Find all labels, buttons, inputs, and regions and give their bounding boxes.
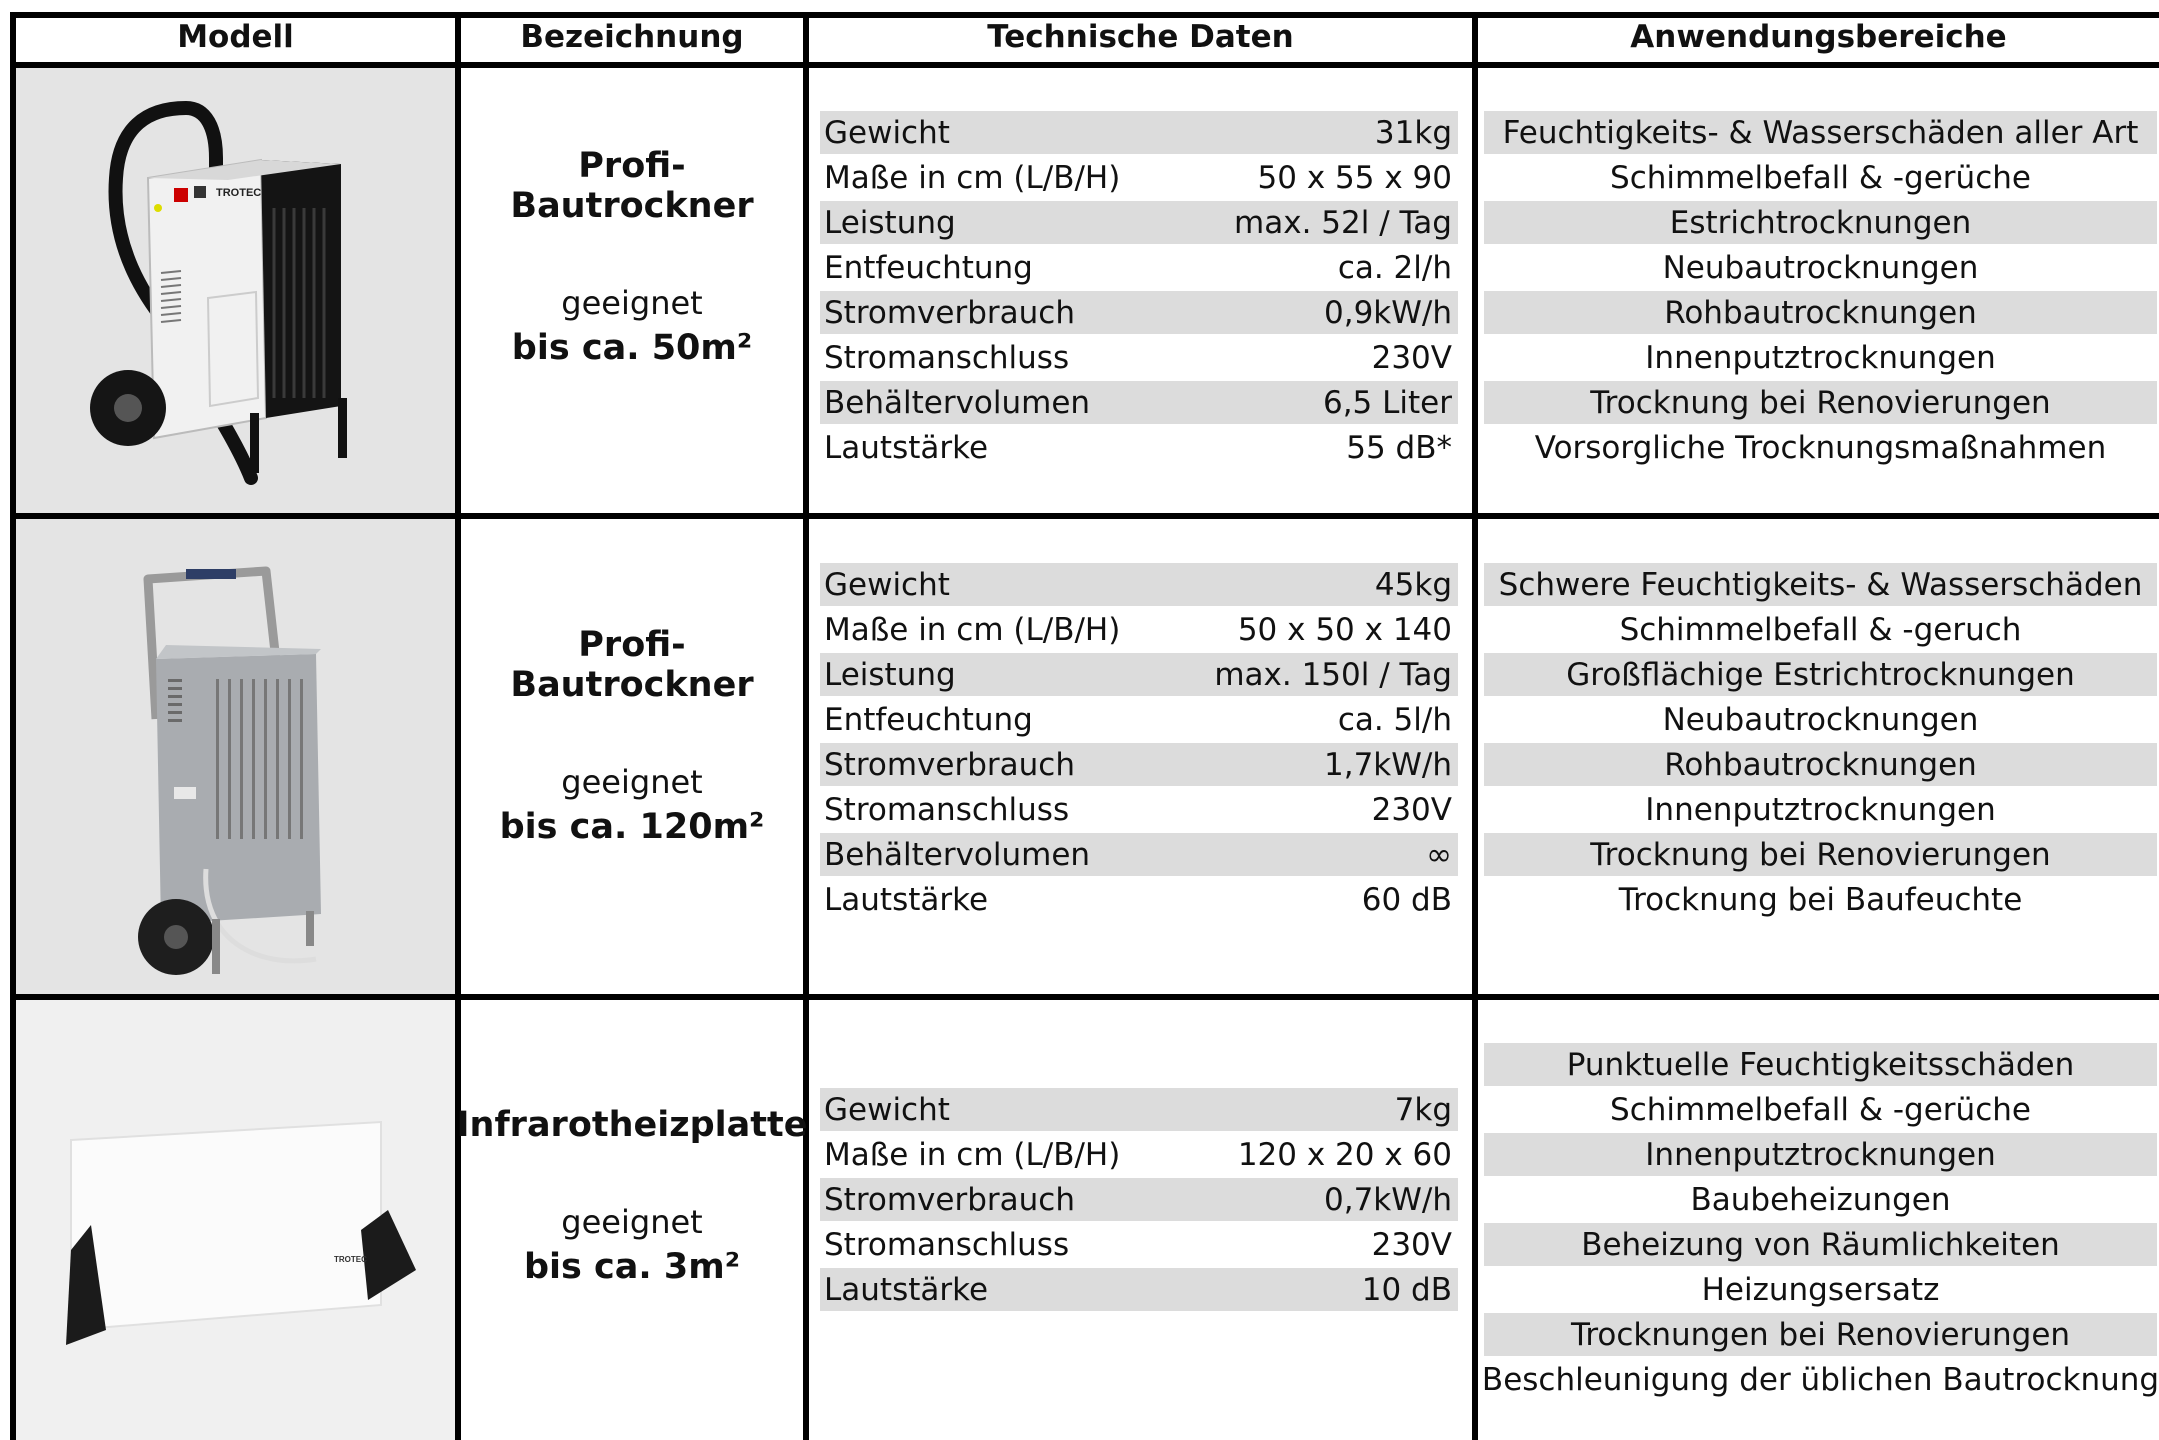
- column-divider-2: [803, 12, 809, 1440]
- spec-list: [820, 111, 1458, 471]
- spec-label: Entfeuchtung: [824, 249, 1033, 286]
- product-name: Profi-Bautrockner: [510, 146, 754, 226]
- application-item: Beschleunigung der üblichen Bautrocknung: [1481, 1361, 2159, 1398]
- spec-row: [820, 878, 1458, 921]
- spec-label: Gewicht: [824, 566, 950, 603]
- application-item: Schwere Feuchtigkeits- & Wasserschäden: [1484, 563, 2157, 606]
- spec-label: Stromanschluss: [824, 1226, 1070, 1263]
- spec-row: [820, 381, 1458, 424]
- spec-label: Gewicht: [824, 114, 950, 151]
- spec-row: [820, 698, 1458, 741]
- spec-label: Maße in cm (L/B/H): [824, 1136, 1121, 1173]
- spec-value: 45kg: [1374, 566, 1452, 603]
- application-list: [1484, 111, 2157, 471]
- spec-label: Maße in cm (L/B/H): [824, 611, 1121, 648]
- spec-row: [820, 201, 1458, 244]
- application-item: Innenputztrocknungen: [1484, 1133, 2157, 1176]
- application-item: Baubeheizungen: [1690, 1181, 1951, 1218]
- application-item: Trocknungen bei Renovierungen: [1484, 1313, 2157, 1356]
- spec-row: [820, 1088, 1458, 1131]
- application-item: Rohbautrocknungen: [1484, 291, 2157, 334]
- application-item: Schimmelbefall & -geruch: [1619, 611, 2022, 648]
- application-item: Großflächige Estrichtrocknungen: [1484, 653, 2157, 696]
- spec-value: 60 dB: [1361, 881, 1452, 918]
- spec-label: Lautstärke: [824, 881, 989, 918]
- spec-row: [820, 246, 1458, 289]
- spec-label: Lautstärke: [824, 429, 989, 466]
- spec-value: 1,7kW/h: [1324, 746, 1452, 783]
- coverage-area: bis ca. 3m²: [523, 1247, 741, 1287]
- spec-label: Stromanschluss: [824, 791, 1070, 828]
- spec-label: Behältervolumen: [824, 384, 1091, 421]
- spec-row: [820, 1133, 1458, 1176]
- spec-label: Stromanschluss: [824, 339, 1070, 376]
- product-name: Profi-Bautrockner: [510, 625, 754, 705]
- spec-row: [820, 1223, 1458, 1266]
- comparison-table: [10, 12, 2159, 1440]
- spec-label: Stromverbrauch: [824, 294, 1075, 331]
- spec-value: 120 x 20 x 60: [1237, 1136, 1452, 1173]
- application-item: Heizungsersatz: [1701, 1271, 1940, 1308]
- spec-value: ca. 5l/h: [1337, 701, 1452, 738]
- spec-row: [820, 156, 1458, 199]
- model-image-infrared-panel: [16, 1000, 455, 1440]
- application-list: [1481, 1043, 2159, 1403]
- spec-value: 230V: [1371, 1226, 1452, 1263]
- spec-label: Lautstärke: [824, 1271, 989, 1308]
- spec-label: Behältervolumen: [824, 836, 1091, 873]
- spec-row: [820, 563, 1458, 606]
- spec-value: 55 dB*: [1346, 429, 1452, 466]
- spec-value: 50 x 50 x 140: [1237, 611, 1452, 648]
- application-item: Trocknung bei Renovierungen: [1484, 381, 2157, 424]
- spec-row: [820, 653, 1458, 696]
- spec-row: [820, 743, 1458, 786]
- spec-value: 31kg: [1374, 114, 1452, 151]
- header-modell: Modell: [177, 19, 294, 55]
- spec-value: 7kg: [1394, 1091, 1452, 1128]
- header-anwendungsbereiche: Anwendungsbereiche: [1630, 19, 2007, 55]
- application-item: Schimmelbefall & -gerüche: [1610, 1091, 2031, 1128]
- application-item: Trocknung bei Renovierungen: [1484, 833, 2157, 876]
- application-item: Trocknung bei Baufeuchte: [1618, 881, 2023, 918]
- application-item: Estrichtrocknungen: [1484, 201, 2157, 244]
- spec-label: Stromverbrauch: [824, 1181, 1075, 1218]
- coverage-area: bis ca. 120m²: [499, 807, 765, 847]
- suitable-label: geeignet: [561, 763, 703, 801]
- spec-value: 0,7kW/h: [1324, 1181, 1452, 1218]
- application-item: Rohbautrocknungen: [1484, 743, 2157, 786]
- designation-cell: [461, 625, 803, 847]
- designation-cell: [461, 146, 803, 368]
- header-technische-daten: Technische Daten: [987, 19, 1294, 55]
- spec-label: Leistung: [824, 656, 956, 693]
- product-name: Infrarotheizplatte: [456, 1105, 808, 1145]
- device-logo: TROTEC: [216, 187, 262, 199]
- model-image-dehumidifier-small: [16, 68, 455, 513]
- spec-label: Gewicht: [824, 1091, 950, 1128]
- application-list: [1484, 563, 2157, 923]
- application-item: Beheizung von Räumlichkeiten: [1484, 1223, 2157, 1266]
- spec-value: max. 150l / Tag: [1214, 656, 1452, 693]
- spec-value: ∞: [1426, 836, 1452, 873]
- column-divider-3: [1472, 12, 1478, 1440]
- model-image-dehumidifier-large: [16, 519, 455, 994]
- spec-list: [820, 563, 1458, 923]
- spec-value: max. 52l / Tag: [1234, 204, 1452, 241]
- spec-label: Maße in cm (L/B/H): [824, 159, 1121, 196]
- spec-label: Entfeuchtung: [824, 701, 1033, 738]
- spec-row: [820, 336, 1458, 379]
- suitable-label: geeignet: [561, 284, 703, 322]
- application-item: Vorsorgliche Trocknungsmaßnahmen: [1534, 429, 2107, 466]
- application-item: Innenputztrocknungen: [1645, 791, 1996, 828]
- suitable-label: geeignet: [561, 1203, 703, 1241]
- spec-row: [820, 608, 1458, 651]
- spec-value: 230V: [1371, 339, 1452, 376]
- spec-value: 50 x 55 x 90: [1257, 159, 1452, 196]
- application-item: Innenputztrocknungen: [1645, 339, 1996, 376]
- spec-label: Stromverbrauch: [824, 746, 1075, 783]
- device-logo: TROTEC: [334, 1255, 367, 1264]
- spec-value: 230V: [1371, 791, 1452, 828]
- spec-row: [820, 788, 1458, 831]
- spec-row: [820, 833, 1458, 876]
- spec-list: [820, 1088, 1458, 1313]
- application-item: Schimmelbefall & -gerüche: [1610, 159, 2031, 196]
- application-item: Neubautrocknungen: [1662, 249, 1979, 286]
- spec-row: [820, 1268, 1458, 1311]
- header-bezeichnung: Bezeichnung: [520, 19, 744, 55]
- spec-label: Leistung: [824, 204, 956, 241]
- spec-row: [820, 426, 1458, 469]
- spec-value: 10 dB: [1361, 1271, 1452, 1308]
- spec-row: [820, 291, 1458, 334]
- spec-value: 0,9kW/h: [1324, 294, 1452, 331]
- spec-value: ca. 2l/h: [1337, 249, 1452, 286]
- spec-row: [820, 111, 1458, 154]
- application-item: Feuchtigkeits- & Wasserschäden aller Art: [1484, 111, 2157, 154]
- designation-cell: [456, 1105, 808, 1287]
- application-item: Punktuelle Feuchtigkeitsschäden: [1484, 1043, 2157, 1086]
- application-item: Neubautrocknungen: [1662, 701, 1979, 738]
- spec-row: [820, 1178, 1458, 1221]
- spec-value: 6,5 Liter: [1322, 384, 1452, 421]
- coverage-area: bis ca. 50m²: [511, 328, 753, 368]
